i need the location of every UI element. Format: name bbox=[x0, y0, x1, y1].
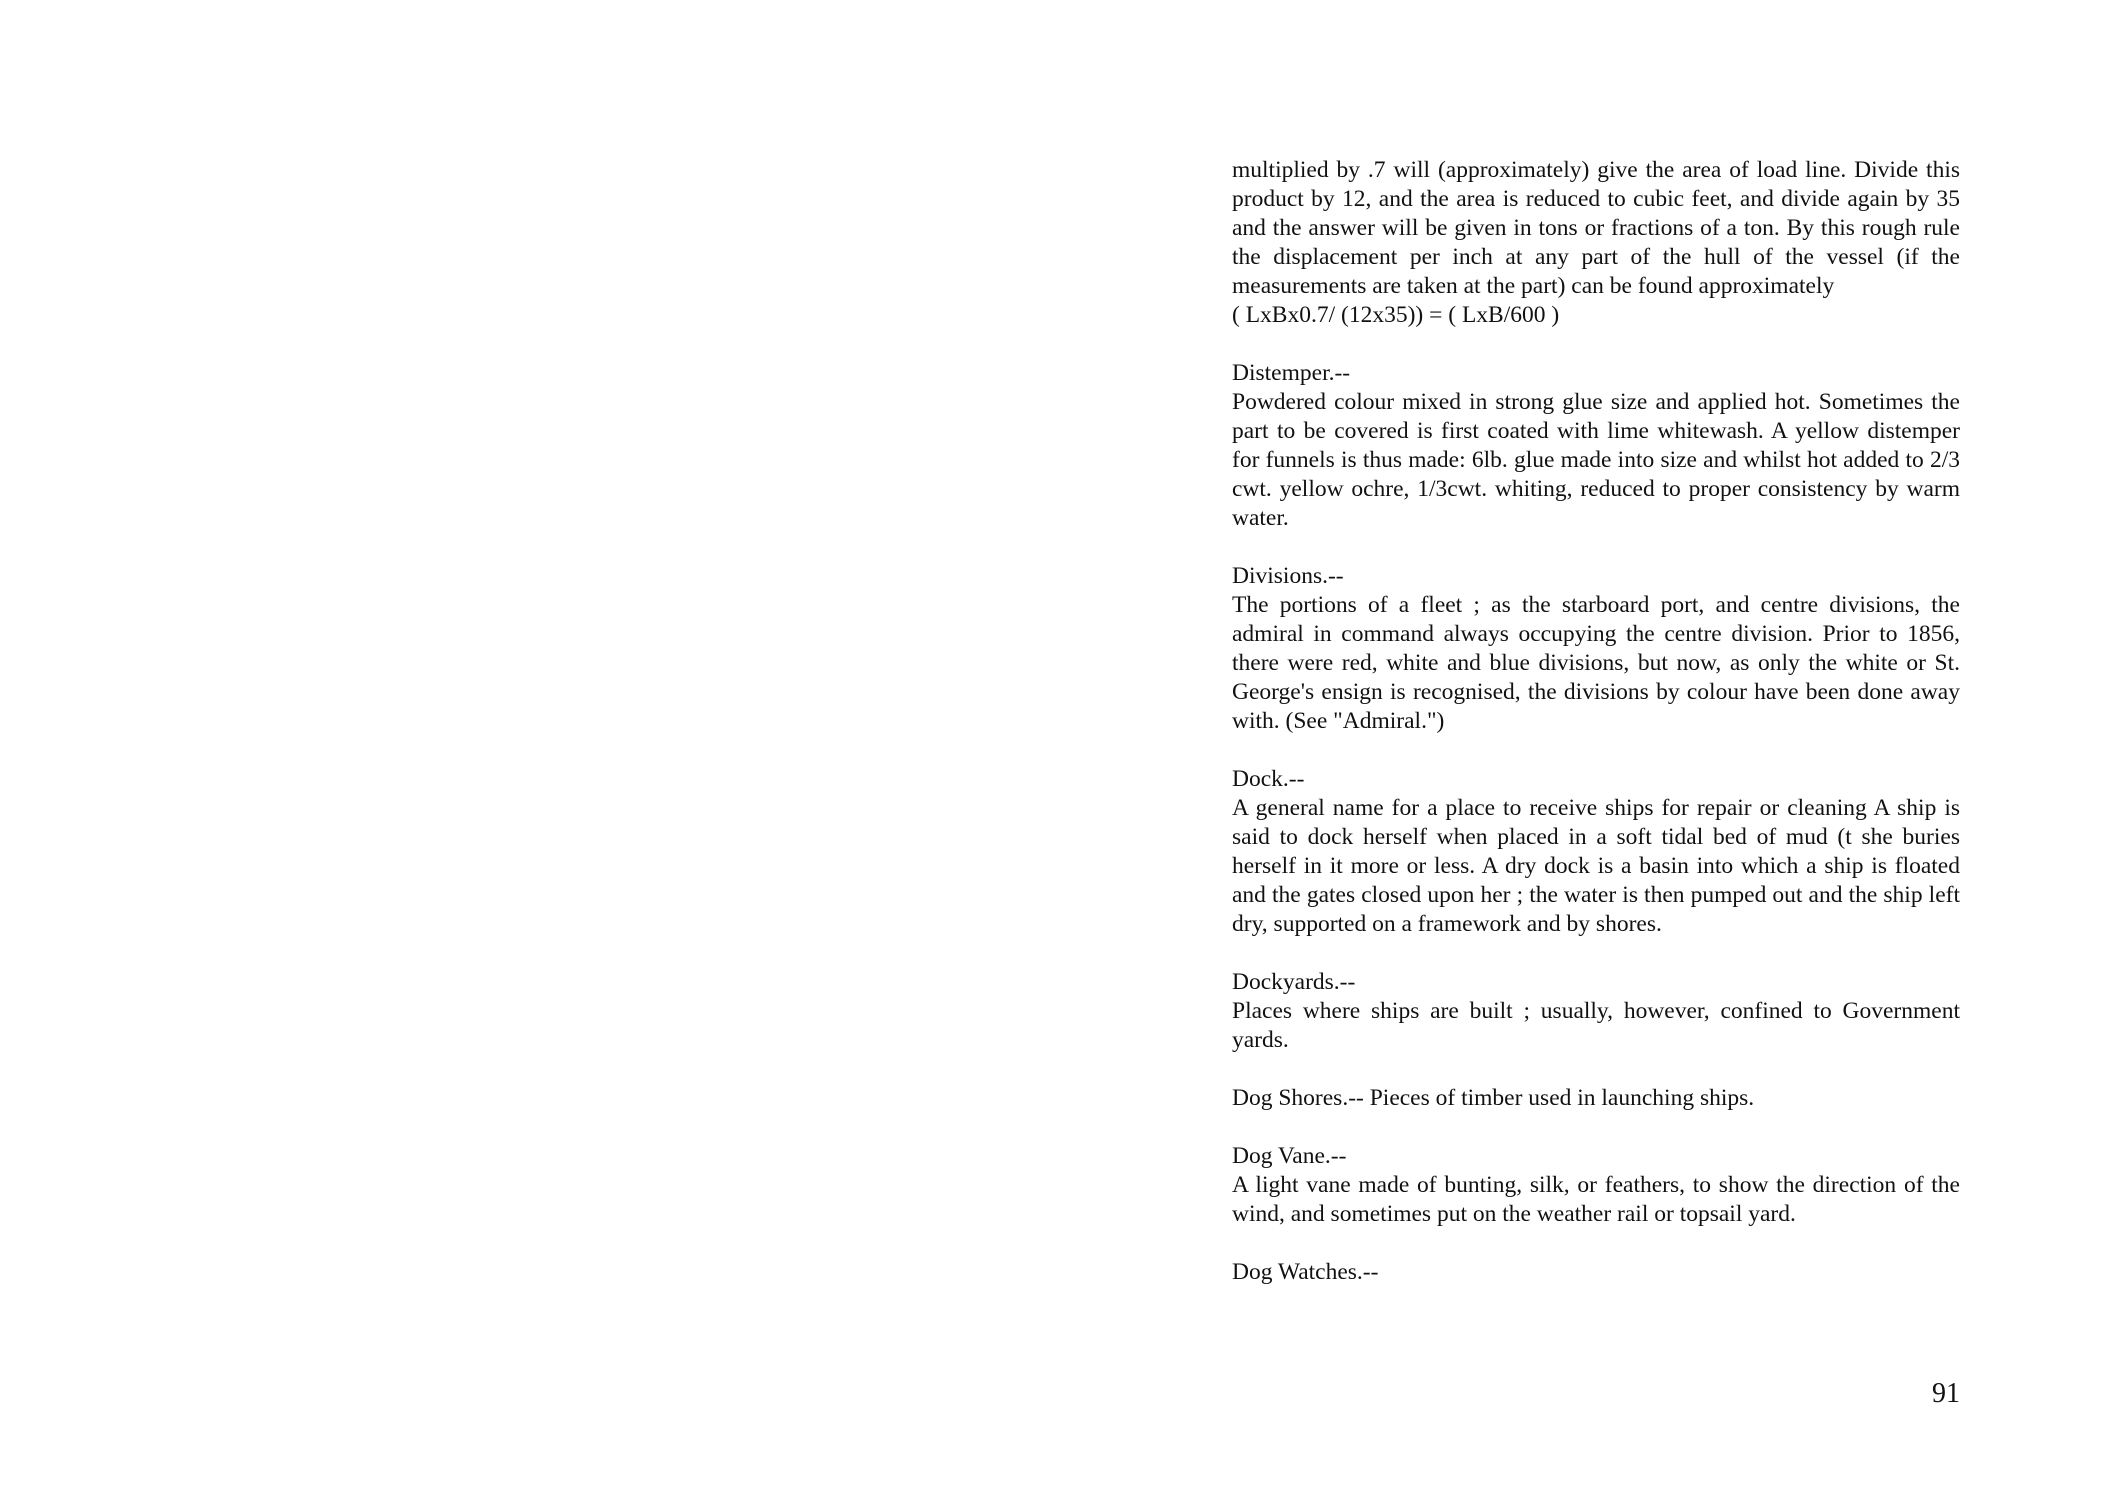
entry-definition: Powdered colour mixed in strong glue size and applied hot. Sometimes the part to be covered is first coated with lime whitewash. A yellow distemper for funnels is thus made: 6lb. glue made into size and whilst hot added to 2/3 cwt. yellow ochre, 1/3cwt. whiting, reduced to proper consistency by warm water. bbox=[1232, 389, 1960, 531]
entry-term: Dog Watches.-- bbox=[1232, 1259, 1379, 1285]
entry-inline: Dog Shores.-- Pieces of timber used in launching ships. bbox=[1232, 1085, 1755, 1111]
glossary-entry-distemper bbox=[1232, 359, 1960, 533]
glossary-entry-dog-watches bbox=[1232, 1258, 1960, 1287]
entry-definition: A general name for a place to receive ships for repair or cleaning A ship is said to dock herself when placed in a soft tidal bed of mud (t she buries herself in it more or less. A dry dock is a basin into which a ship is floated and the gates closed upon her ; the water is then pumped out and the ship left dry, supported on a framework and by shores. bbox=[1232, 795, 1960, 937]
entry-term: Dog Vane.-- bbox=[1232, 1143, 1347, 1169]
continued-paragraph: multiplied by .7 will (approximately) give the area of load line. Divide this product by 12, and the area is reduced to cubic feet, and divide again by 35 and the answer will be given in tons or fractions of a ton. By this rough rule the displacement per inch at any part of the hull of the vessel (if the measurements are taken at the part) can be found approximately bbox=[1232, 157, 1960, 299]
glossary-entry-dog-shores bbox=[1232, 1084, 1960, 1113]
displacement-formula: ( LxBx0.7/ (12x35)) = ( LxB/600 ) bbox=[1232, 302, 1560, 328]
entry-definition: Places where ships are built ; usually, however, confined to Government yards. bbox=[1232, 998, 1960, 1053]
glossary-entry-dog-vane bbox=[1232, 1142, 1960, 1229]
glossary-entry-dock bbox=[1232, 765, 1960, 939]
entry-definition: A light vane made of bunting, silk, or feathers, to show the direction of the wind, and sometimes put on the weather rail or topsail yard. bbox=[1232, 1172, 1960, 1227]
glossary-entry-dockyards bbox=[1232, 968, 1960, 1055]
page-number: 91 bbox=[1932, 1378, 1960, 1409]
entry-term: Dockyards.-- bbox=[1232, 969, 1356, 995]
entry-term: Divisions.-- bbox=[1232, 563, 1344, 589]
entry-definition: The portions of a fleet ; as the starboard port, and centre divisions, the admiral in command always occupying the centre division. Prior to 1856, there were red, white and blue divisions, but now, as only the white or St. George's ensign is recognised, the divisions by colour have been done away with. (See "Admiral.") bbox=[1232, 592, 1960, 734]
glossary-column bbox=[1232, 156, 1960, 1287]
entry-term: Dock.-- bbox=[1232, 766, 1305, 792]
glossary-entry-divisions bbox=[1232, 562, 1960, 736]
entry-term: Distemper.-- bbox=[1232, 360, 1351, 386]
